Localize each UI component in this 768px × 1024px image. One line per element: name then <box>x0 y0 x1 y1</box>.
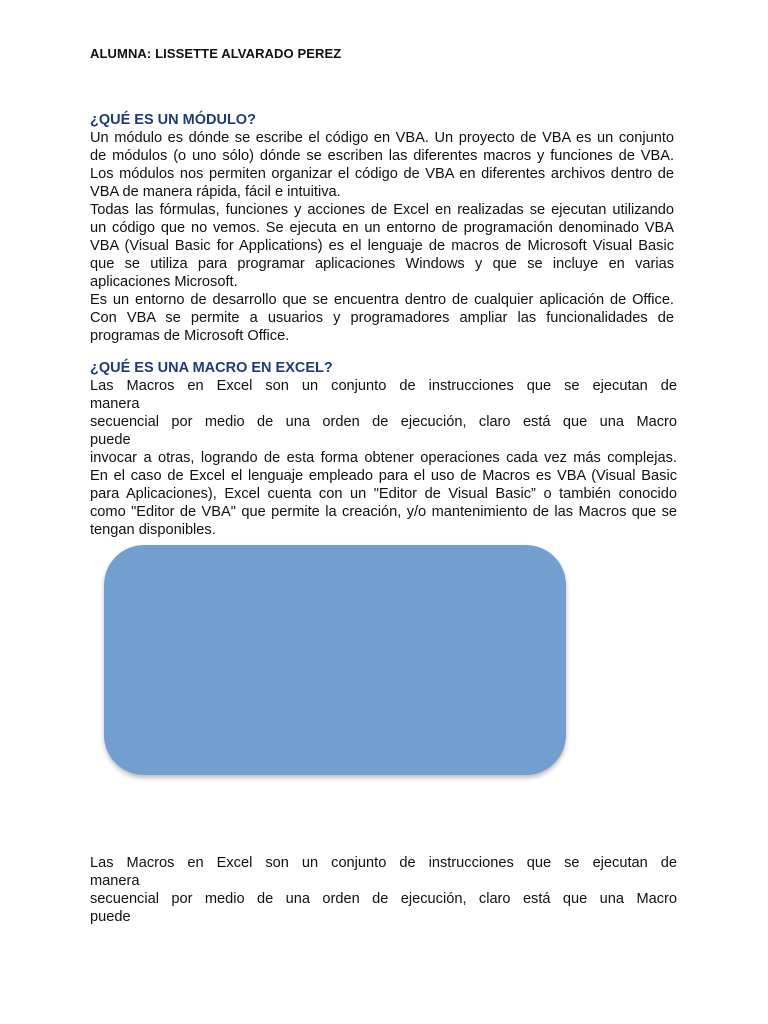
paragraph-line: un código que no vemos. Se ejecuta en un entorno de programación denominado VBA <box>90 220 674 236</box>
paragraph-line: manera <box>90 873 140 889</box>
section-module <box>90 111 674 345</box>
paragraph-line: Con VBA se permite a usuarios y programadores ampliar las funcionalidades de <box>90 310 674 326</box>
paragraph-line: Un módulo es dónde se escribe el código en VBA. Un proyecto de VBA es un conjunto <box>90 130 674 146</box>
section-macro <box>90 359 677 539</box>
paragraph-line: Los módulos nos permiten organizar el código de VBA en diferentes archivos dentro de <box>90 166 674 182</box>
paragraph-line: Es un entorno de desarrollo que se encuentra dentro de cualquier aplicación de Office. <box>90 292 674 308</box>
paragraph-line: para Aplicaciones), Excel cuenta con un "Editor de Visual Basic” o también conocido <box>90 486 677 502</box>
paragraph-line: invocar a otras, logrando de esta forma obtener operaciones cada vez más complejas. <box>90 450 677 466</box>
paragraph-line: Todas las fórmulas, funciones y acciones de Excel en realizadas se ejecutan utilizando <box>90 202 674 218</box>
section-macro-repeat <box>90 854 677 926</box>
paragraph-line: como "Editor de VBA" que permite la creación, y/o mantenimiento de las Macros que se <box>90 504 677 520</box>
paragraph-line: programas de Microsoft Office. <box>90 328 290 344</box>
section-heading-macro: ¿QUÉ ES UNA MACRO EN EXCEL? <box>90 360 333 376</box>
paragraph-line: VBA de manera rápida, fácil e intuitiva. <box>90 184 341 200</box>
section-body-module <box>90 129 674 345</box>
paragraph-line: Las Macros en Excel son un conjunto de instrucciones que se ejecutan de <box>90 855 677 871</box>
paragraph-line: Las Macros en Excel son un conjunto de instrucciones que se ejecutan de <box>90 378 677 394</box>
paragraph-line: tengan disponibles. <box>90 522 216 538</box>
paragraph-line: que se utiliza para programar aplicaciones Windows y que se incluye en varias <box>90 256 674 272</box>
paragraph-line: puede <box>90 432 131 448</box>
paragraph-line: puede <box>90 909 131 925</box>
paragraph-line: manera <box>90 396 140 412</box>
author-name: ALUMNA: LISSETTE ALVARADO PEREZ <box>90 46 342 61</box>
section-heading-module: ¿QUÉ ES UN MÓDULO? <box>90 112 256 128</box>
paragraph-line: de módulos (o uno sólo) dónde se escriben las diferentes macros y funciones de VBA. <box>90 148 674 164</box>
section-body-macro <box>90 377 677 539</box>
section-body-macro-repeat <box>90 854 677 926</box>
paragraph-line: secuencial por medio de una orden de ejecución, claro está que una Macro <box>90 891 677 907</box>
paragraph-line: secuencial por medio de una orden de ejecución, claro está que una Macro <box>90 414 677 430</box>
paragraph-line: VBA (Visual Basic for Applications) es el lenguaje de macros de Microsoft Visual Basic <box>90 238 674 254</box>
paragraph-line: En el caso de Excel el lenguaje empleado para el uso de Macros es VBA (Visual Basic <box>90 468 677 484</box>
paragraph-line: aplicaciones Microsoft. <box>90 274 238 290</box>
rounded-rectangle-shape <box>104 545 566 775</box>
